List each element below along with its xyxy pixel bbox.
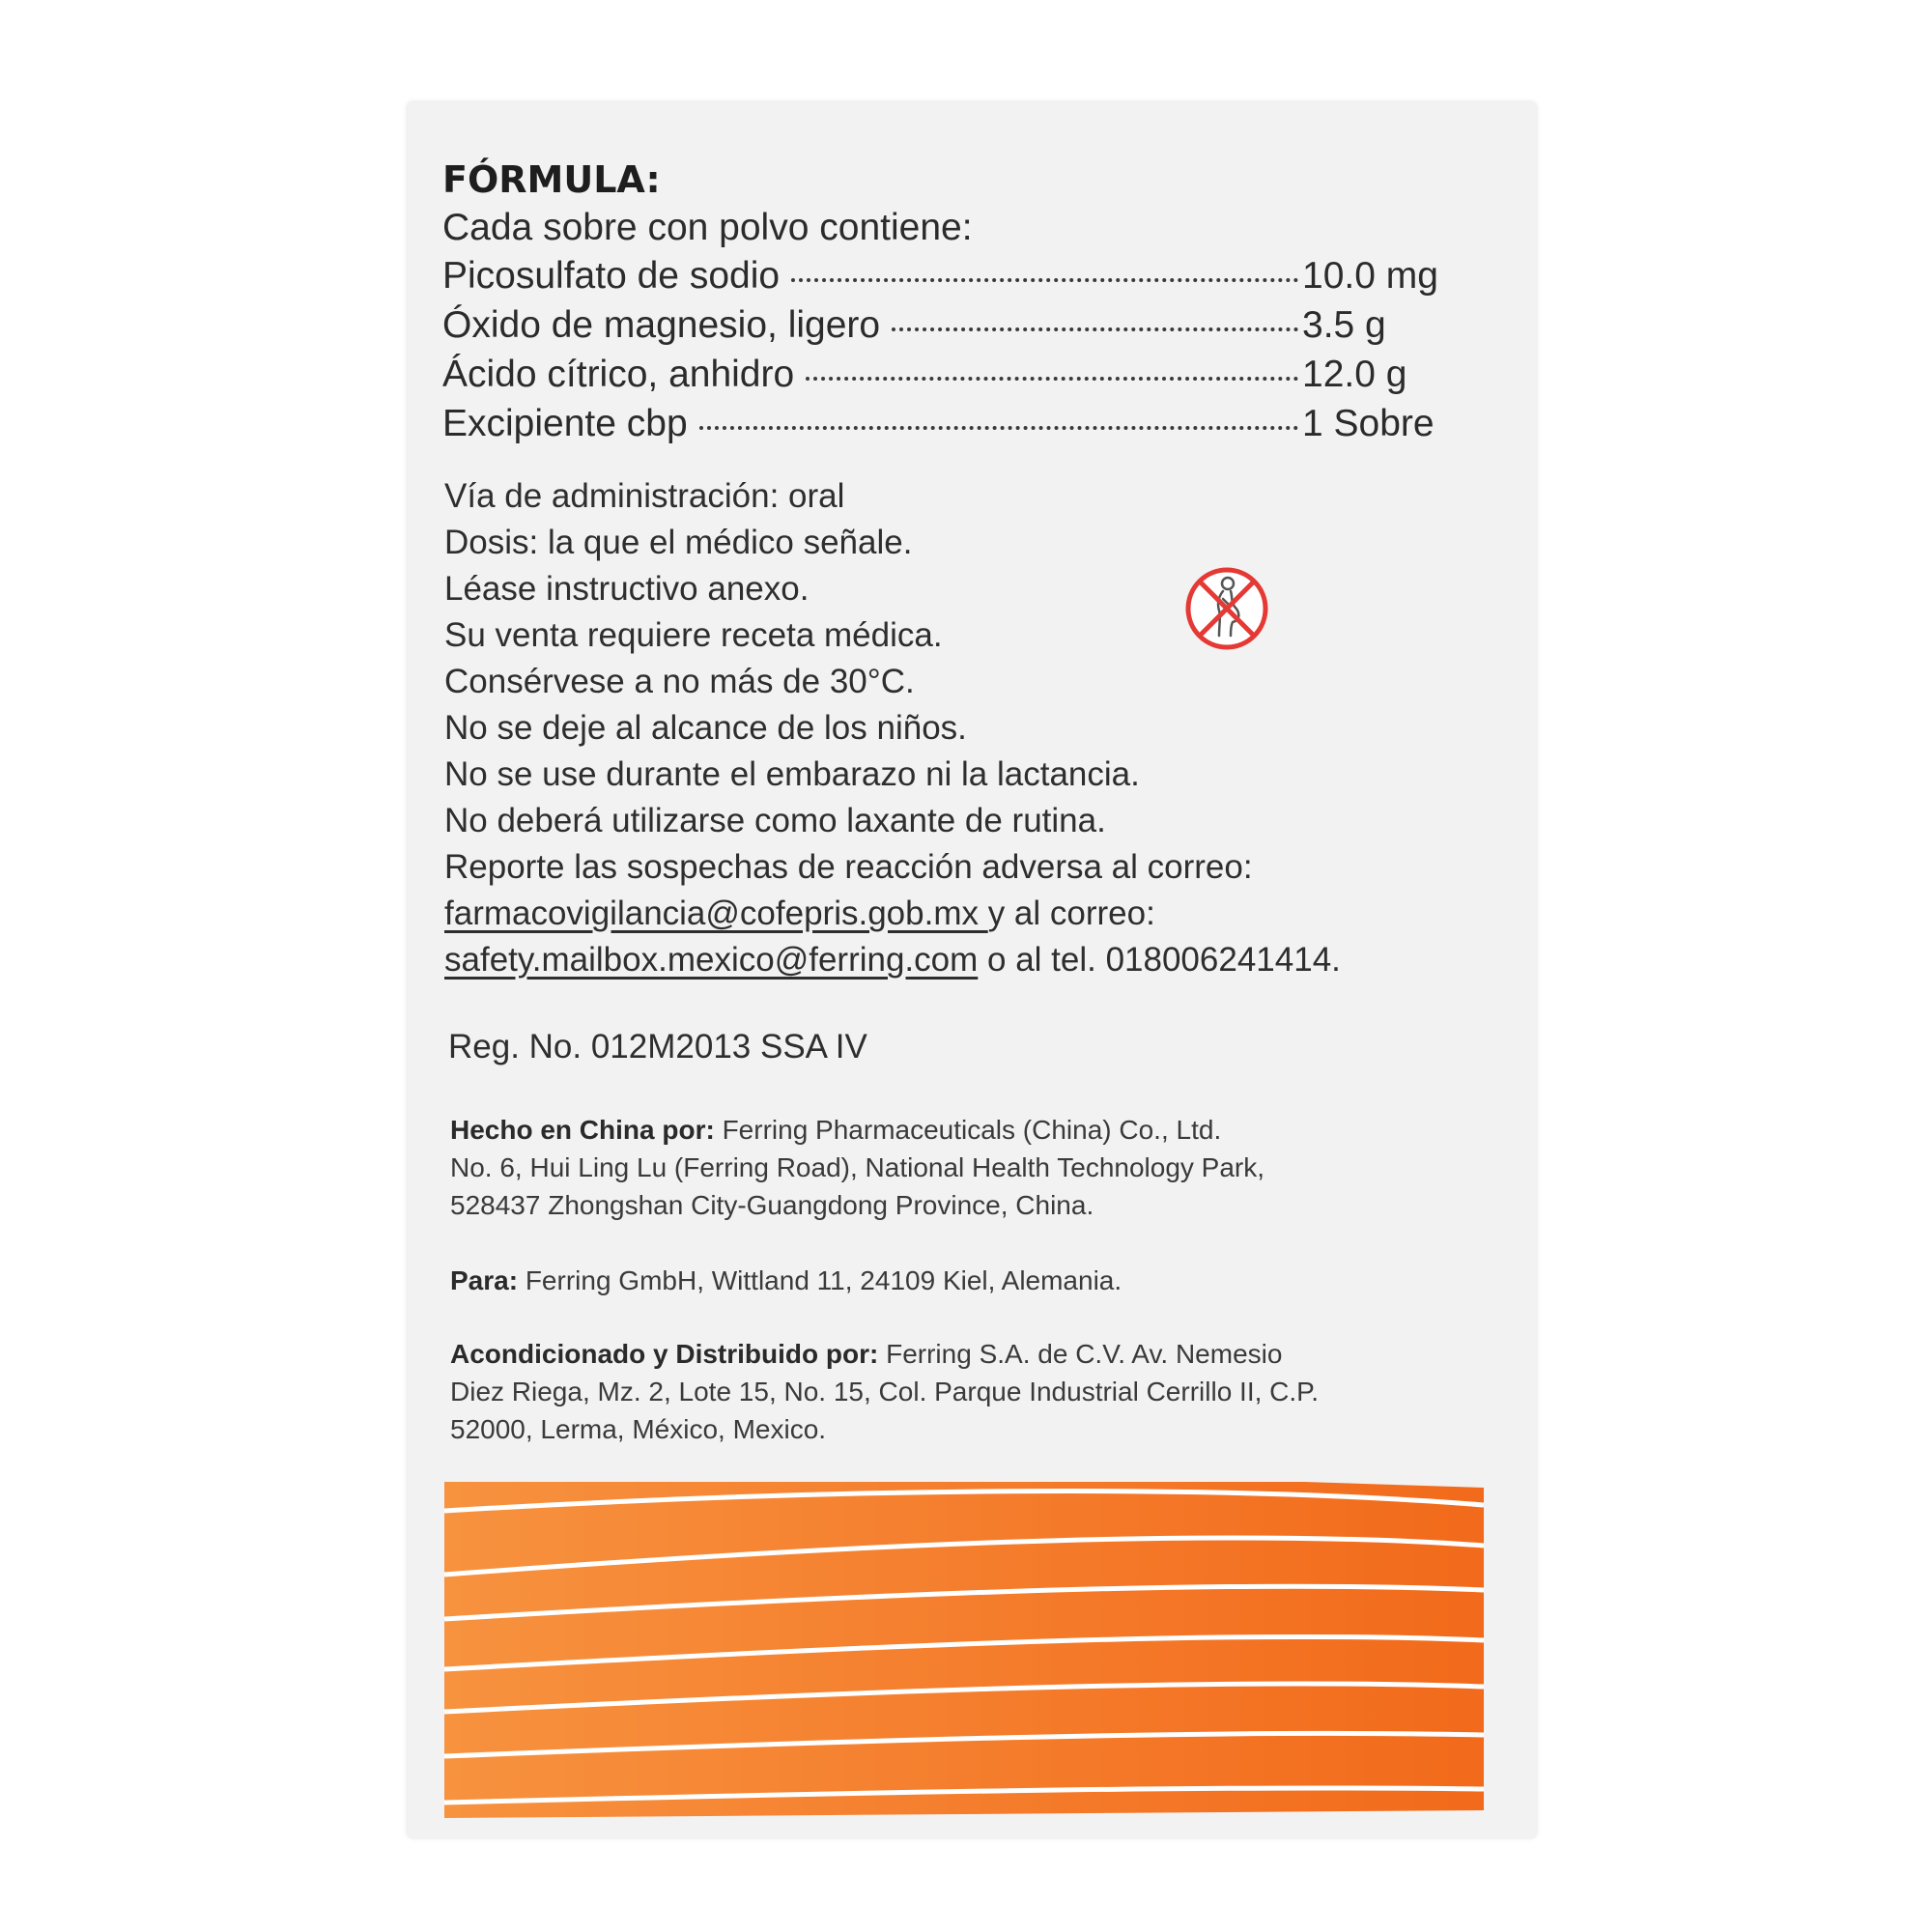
- children-warning: No se deje al alcance de los niños.: [444, 709, 967, 747]
- for-text: Ferring GmbH, Wittland 11, 24109 Kiel, Alemania.: [518, 1265, 1122, 1295]
- leader-dots: [892, 327, 1298, 331]
- distributor-label: Acondicionado y Distribuido por:: [450, 1339, 879, 1369]
- for-block: [450, 1262, 1474, 1299]
- ingredient-amount: 1 Sobre: [1302, 403, 1435, 444]
- ingredient-amount: 10.0 mg: [1302, 255, 1438, 297]
- read-leaflet-text: Léase instructivo anexo.: [444, 570, 810, 608]
- for-label: Para:: [450, 1265, 519, 1295]
- manufacturer-address-2: 528437 Zhongshan City-Guangdong Province, China.: [450, 1190, 1094, 1220]
- pregnancy-warning: No se use durante el embarazo ni la lactancia.: [444, 755, 1140, 793]
- email-suffix-1: y al correo:: [987, 895, 1155, 932]
- manufacturer-address-1: No. 6, Hui Ling Lu (Ferring Road), National Health Technology Park,: [450, 1152, 1265, 1182]
- distributor-block: [450, 1335, 1474, 1448]
- formula-intro: Cada sobre con polvo contiene:: [442, 207, 973, 248]
- leader-dots: [806, 377, 1298, 381]
- report-text: Reporte las sospechas de reacción adversa al correo:: [444, 848, 1253, 886]
- formula-title: FÓRMULA:: [442, 158, 661, 201]
- ingredient-row: [442, 354, 1447, 402]
- distributor-address-2: 52000, Lerma, México, Mexico.: [450, 1414, 827, 1444]
- route-text: Vía de administración: oral: [444, 477, 845, 515]
- laxative-warning: No deberá utilizarse como laxante de rutina.: [444, 802, 1106, 839]
- ingredient-row: [442, 304, 1447, 353]
- ingredient-amount: 3.5 g: [1302, 304, 1386, 346]
- cofepris-email-link[interactable]: farmacovigilancia@cofepris.gob.mx: [444, 895, 988, 932]
- storage-text: Consérvese a no más de 30°C.: [444, 663, 915, 700]
- email-line-2: [444, 937, 1341, 983]
- ingredient-row: [442, 255, 1447, 303]
- ingredient-name: Ácido cítrico, anhidro: [442, 354, 795, 395]
- leader-dots: [791, 278, 1298, 282]
- ingredient-amount: 12.0 g: [1302, 354, 1407, 395]
- distributor-address-1: Diez Riega, Mz. 2, Lote 15, No. 15, Col. Parque Industrial Cerrillo II, C.P.: [450, 1377, 1320, 1406]
- manufacturer-block: [450, 1111, 1474, 1224]
- ingredient-name: Óxido de magnesio, ligero: [442, 304, 881, 346]
- phone-text: o al tel. 018006241414.: [978, 941, 1341, 979]
- usage-info: [444, 473, 1341, 983]
- manufacturer-label: Hecho en China por:: [450, 1115, 715, 1145]
- ferring-email-link[interactable]: safety.mailbox.mexico@ferring.com: [444, 941, 979, 979]
- distributor-name: Ferring S.A. de C.V. Av. Nemesio: [878, 1339, 1283, 1369]
- registration-number: Reg. No. 012M2013 SSA IV: [448, 1028, 867, 1065]
- no-pregnancy-icon: [1184, 566, 1269, 651]
- ingredient-row: [442, 403, 1447, 451]
- leader-dots: [699, 426, 1298, 430]
- email-line-1: [444, 891, 1341, 937]
- manufacturer-name: Ferring Pharmaceuticals (China) Co., Ltd.: [714, 1115, 1222, 1145]
- dose-text: Dosis: la que el médico señale.: [444, 524, 913, 561]
- ingredient-name: Picosulfato de sodio: [442, 255, 781, 297]
- orange-stripes-graphic: [444, 1482, 1484, 1818]
- ingredient-name: Excipiente cbp: [442, 403, 688, 444]
- prescription-text: Su venta requiere receta médica.: [444, 616, 943, 654]
